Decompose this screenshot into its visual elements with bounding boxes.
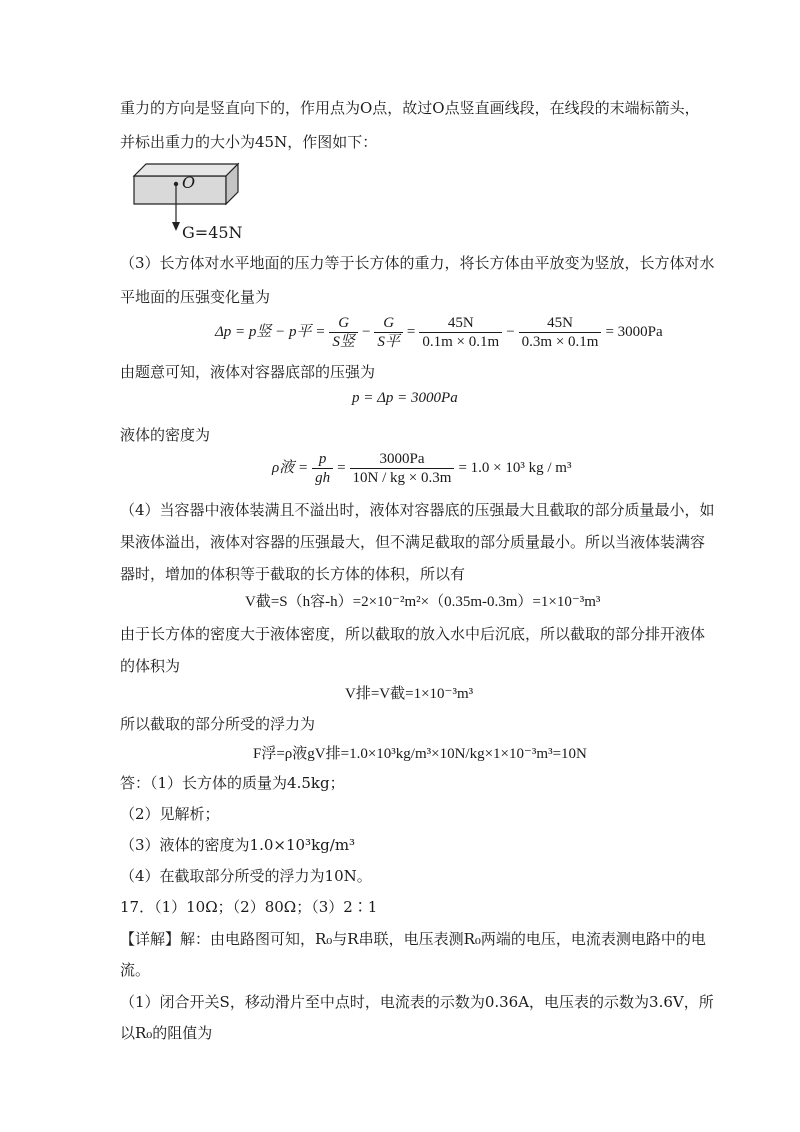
numerator: G [329,314,358,333]
fraction [312,450,333,487]
text-line: 的体积为 [120,657,181,675]
text-line: 并标出重力的大小为45N，作图如下： [120,133,378,151]
equation-cut-volume: V截=S（h容-h）=2×10⁻²m²×（0.35m-0.3m）=1×10⁻³m³ [245,594,601,610]
fraction [419,314,502,351]
denominator: gh [315,469,331,486]
fraction [519,314,602,351]
numerator: 3000Pa [350,450,455,469]
numerator: G [374,314,403,333]
text-line: 由题意可知，液体对容器底部的压强为 [120,363,376,381]
answer-line: 答：（1）长方体的质量为4.5kg； [120,774,345,792]
fraction [374,314,403,351]
text-line: 所以截取的部分所受的浮力为 [120,715,316,733]
minus-sign: − [361,324,371,340]
force-label: G=45N [182,223,243,242]
text-line: 由于长方体的密度大于液体密度，所以截取的放入水中后沉底，所以截取的部分排开液体 [120,625,706,643]
equals-sign: = [406,324,416,340]
numerator: p [312,450,333,469]
text-line: 重力的方向是竖直向下的，作用点为O点，故过O点竖直画线段，在线段的末端标箭头， [120,99,700,117]
eq3-rhs: = 1.0 × 10³ kg / m³ [458,460,572,476]
denominator: 0.1m × 0.1m [422,333,500,350]
equation-pressure-change [215,310,663,354]
denominator: 10N / kg × 0.3m [352,469,452,486]
fraction [350,450,455,487]
eq1-lhs: Δp = p竖 − p平 = [215,324,326,340]
eq3-lhs: ρ液 = [272,460,309,476]
denominator: S平 [377,333,400,350]
fraction [329,314,358,351]
answer-line: （4）在截取部分所受的浮力为10N。 [120,867,372,885]
point-label: O [182,173,196,192]
text-line: 器时，增加的体积等于截取的长方体的体积，所以有 [120,565,466,583]
numerator: 45N [519,314,602,333]
question-17-answers: 17．（1）10Ω；（2）80Ω；（3）2∶1 [120,898,378,916]
text-line: （1）闭合开关S，移动滑片至中点时，电流表的示数为0.36A，电压表的示数为3.6V，所 [120,993,714,1011]
equation-buoyancy: F浮=ρ液gV排=1.0×10³kg/m³×10N/kg×1×10⁻³m³=10N [253,746,587,762]
answer-line: （3）液体的密度为1.0×10³kg/m³ [120,836,356,854]
equation-displaced-volume: V排=V截=1×10⁻³m³ [345,686,474,702]
numerator: 45N [419,314,502,333]
text-line: 流。 [120,961,151,979]
text-line: 果液体溢出，液体对容器的压强最大，但不满足截取的部分质量最小。所以当液体装满容 [120,533,706,551]
equals-sign: = [337,460,346,476]
text-line: （4）当容器中液体装满且不溢出时，液体对容器底的压强最大且截取的部分质量最小，如 [120,501,715,519]
text-line: （3）长方体对水平地面的压力等于长方体的重力，将长方体由平放变为竖放，长方体对水 [120,254,715,272]
equation-liquid-pressure: p = Δp = 3000Pa [352,390,458,406]
text-line: 【详解】解：由电路图可知，R₀与R串联，电压表测R₀两端的电压，电流表测电路中的电 [120,930,706,948]
text-line: 平地面的压强变化量为 [120,288,271,306]
equation-liquid-density [272,446,571,490]
denominator: S竖 [332,333,355,350]
text-line: 液体的密度为 [120,426,211,444]
arrow-head [172,222,180,231]
eq1-rhs: = 3000Pa [605,324,663,340]
box-front-face [134,176,226,204]
minus-sign: − [506,324,515,340]
text-line: 以R₀的阻值为 [120,1024,213,1042]
answer-line: （2）见解析； [120,805,220,823]
denominator: 0.3m × 0.1m [521,333,599,350]
